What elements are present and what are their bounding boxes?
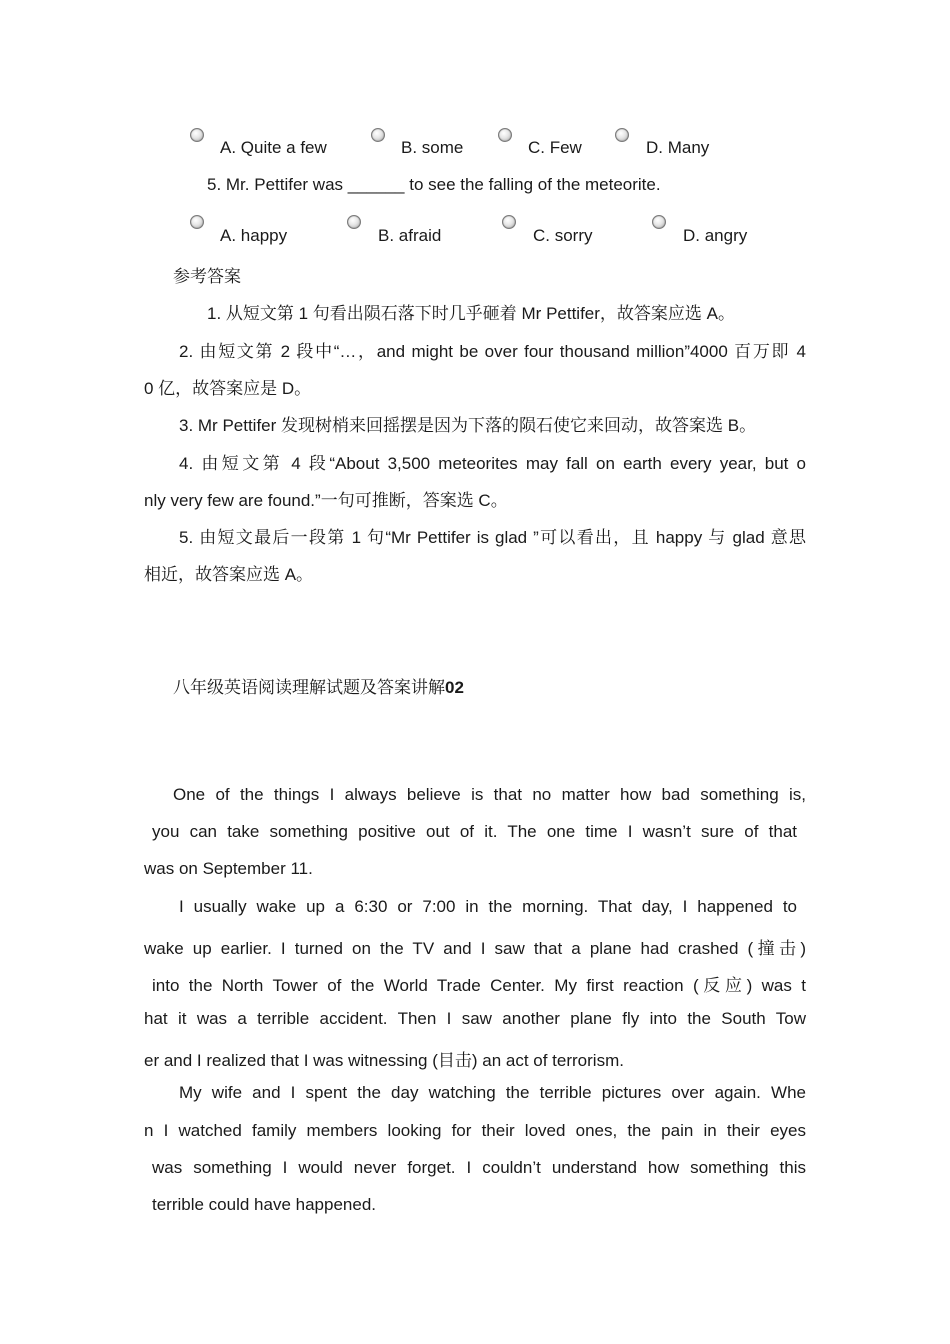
q5-option-a-label: A. happy (220, 226, 288, 245)
q5-option-b-label: B. afraid (378, 226, 442, 245)
section-heading-number: 02 (445, 678, 464, 697)
answer-line: 3. Mr Pettifer 发现树梢来回摇摆是因为下落的陨石使它来回动，故答案选 B。 (179, 416, 757, 435)
q4-option-c-label: C. Few (528, 138, 582, 157)
answer-line: 2. 由短文第 2 段中“…，and might be over four thousand million”4000 百万即 4 (179, 342, 806, 361)
q4-option-d-radio[interactable] (615, 128, 629, 142)
passage-line: n I watched family members looking for their loved ones, the pain in their eyes (144, 1121, 806, 1140)
q4-option-c-radio[interactable] (498, 128, 512, 142)
passage-line: My wife and I spent the day watching the terrible pictures over again. Whe (179, 1083, 806, 1102)
q4-option-a-label: A. Quite a few (220, 138, 327, 157)
passage-line: was on September 11. (144, 859, 313, 878)
answer-line: 相近，故答案应选 A。 (144, 565, 314, 584)
passage-line: I usually wake up a 6:30 or 7:00 in the morning. That day, I happened to (179, 897, 797, 916)
passage-line: into the North Tower of the World Trade Center. My first reaction (反应) was t (152, 976, 806, 995)
passage-line: terrible could have happened. (152, 1195, 376, 1214)
passage-line: you can take something positive out of it. The one time I wasn’t sure of that (152, 822, 797, 841)
q4-option-b-label: B. some (401, 138, 464, 157)
section-heading-text: 八年级英语阅读理解试题及答案讲解 (173, 678, 445, 697)
answers-title: 参考答案 (173, 267, 241, 286)
q5-option-c-label: C. sorry (533, 226, 593, 245)
passage-line: One of the things I always believe is that no matter how bad something is, (173, 785, 806, 804)
passage-line: wake up earlier. I turned on the TV and I saw that a plane had crashed (撞击) (144, 939, 806, 958)
answer-line: 0 亿，故答案应是 D。 (144, 379, 312, 398)
q5-option-b-radio[interactable] (347, 215, 361, 229)
q5-option-a-radio[interactable] (190, 215, 204, 229)
answer-line: 5. 由短文最后一段第 1 句“Mr Pettifer is glad ”可以看出，且 happy 与 glad 意思 (179, 528, 806, 547)
q4-option-d-label: D. Many (646, 138, 710, 157)
answer-line: 1. 从短文第 1 句看出陨石落下时几乎砸着 Mr Pettifer，故答案应选 A。 (207, 304, 735, 323)
passage-line: er and I realized that I was witnessing (目击) an act of terrorism. (144, 1051, 624, 1070)
q5-question: 5. Mr. Pettifer was ______ to see the falling of the meteorite. (207, 175, 661, 194)
q5-option-d-label: D. angry (683, 226, 748, 245)
answer-line: nly very few are found.”一句可推断，答案选 C。 (144, 491, 508, 510)
q5-option-c-radio[interactable] (502, 215, 516, 229)
q4-option-a-radio[interactable] (190, 128, 204, 142)
answer-line: 4. 由短文第 4 段“About 3,500 meteorites may fall on earth every year, but o (179, 454, 806, 473)
passage-line: hat it was a terrible accident. Then I saw another plane fly into the South Tow (144, 1009, 806, 1028)
q5-option-d-radio[interactable] (652, 215, 666, 229)
passage-line: was something I would never forget. I couldn’t understand how something this (152, 1158, 806, 1177)
section-heading (173, 673, 464, 698)
q4-option-b-radio[interactable] (371, 128, 385, 142)
